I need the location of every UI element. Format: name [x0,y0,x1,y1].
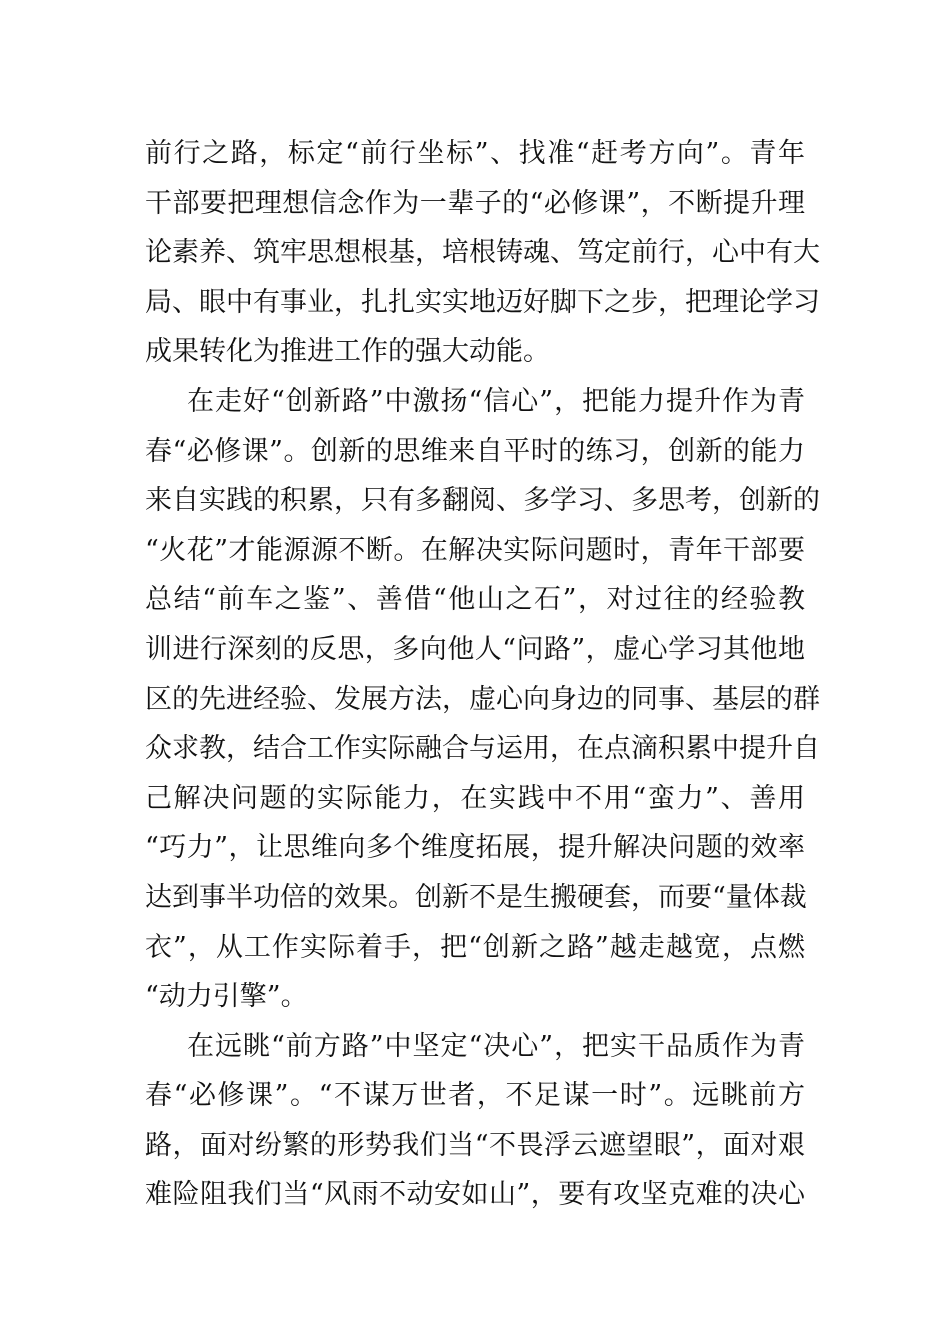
text-line: 局、眼中有事业，扎扎实实地迈好脚下之步，把理论学习 [145,286,820,318]
text-line: “动力引擎”。 [145,981,308,1013]
text-line: 总结“前车之鉴”、善借“他山之石”，对过往的经验教 [145,584,805,616]
text-line: 干部要把理想信念作为一辈子的“必修课”，不断提升理 [145,187,805,219]
text-line: 在走好“创新路”中激扬“信心”，把能力提升作为青 [187,385,805,417]
text-line: 论素养、筑牢思想根基，培根铸魂、笃定前行，心中有大 [145,237,820,269]
text-line: 训进行深刻的反思，多向他人“问路”，虚心学习其他地 [145,633,805,665]
text-line: 难险阻我们当“风雨不动安如山”，要有攻坚克难的决心 [145,1179,805,1211]
paragraph-3 [145,1022,805,1220]
text-line: 春“必修课”。创新的思维来自平时的练习，创新的能力 [145,435,805,467]
text-line: 达到事半功倍的效果。创新不是生搬硬套，而要“量体裁 [145,881,807,913]
text-line: 路，面对纷繁的形势我们当“不畏浮云遮望眼”，面对艰 [145,1129,805,1161]
text-line: 衣”，从工作实际着手，把“创新之路”越走越宽，点燃 [145,931,805,963]
text-line: 成果转化为推进工作的强大动能。 [145,336,550,368]
paragraph-1 [145,129,820,377]
body-text [145,129,820,1220]
text-line: “巧力”，让思维向多个维度拓展，提升解决问题的效率 [145,832,805,864]
text-line: 在远眺“前方路”中坚定“决心”，把实干品质作为青 [187,1030,805,1062]
text-line: 己解决问题的实际能力，在实践中不用“蛮力”、善用 [145,782,805,814]
text-line: 众求教，结合工作实际融合与运用，在点滴积累中提升自 [145,733,820,765]
text-line: 来自实践的积累，只有多翻阅、多学习、多思考，创新的 [145,485,820,517]
text-line: 前行之路，标定“前行坐标”、找准“赶考方向”。青年 [145,138,805,169]
text-line: 春“必修课”。“不谋万世者，不足谋一时”。远眺前方 [145,1080,805,1112]
text-line: 区的先进经验、发展方法，虚心向身边的同事、基层的群 [145,683,820,715]
paragraph-2 [145,377,820,1022]
text-line: “火花”才能源源不断。在解决实际问题时，青年干部要 [145,534,805,566]
